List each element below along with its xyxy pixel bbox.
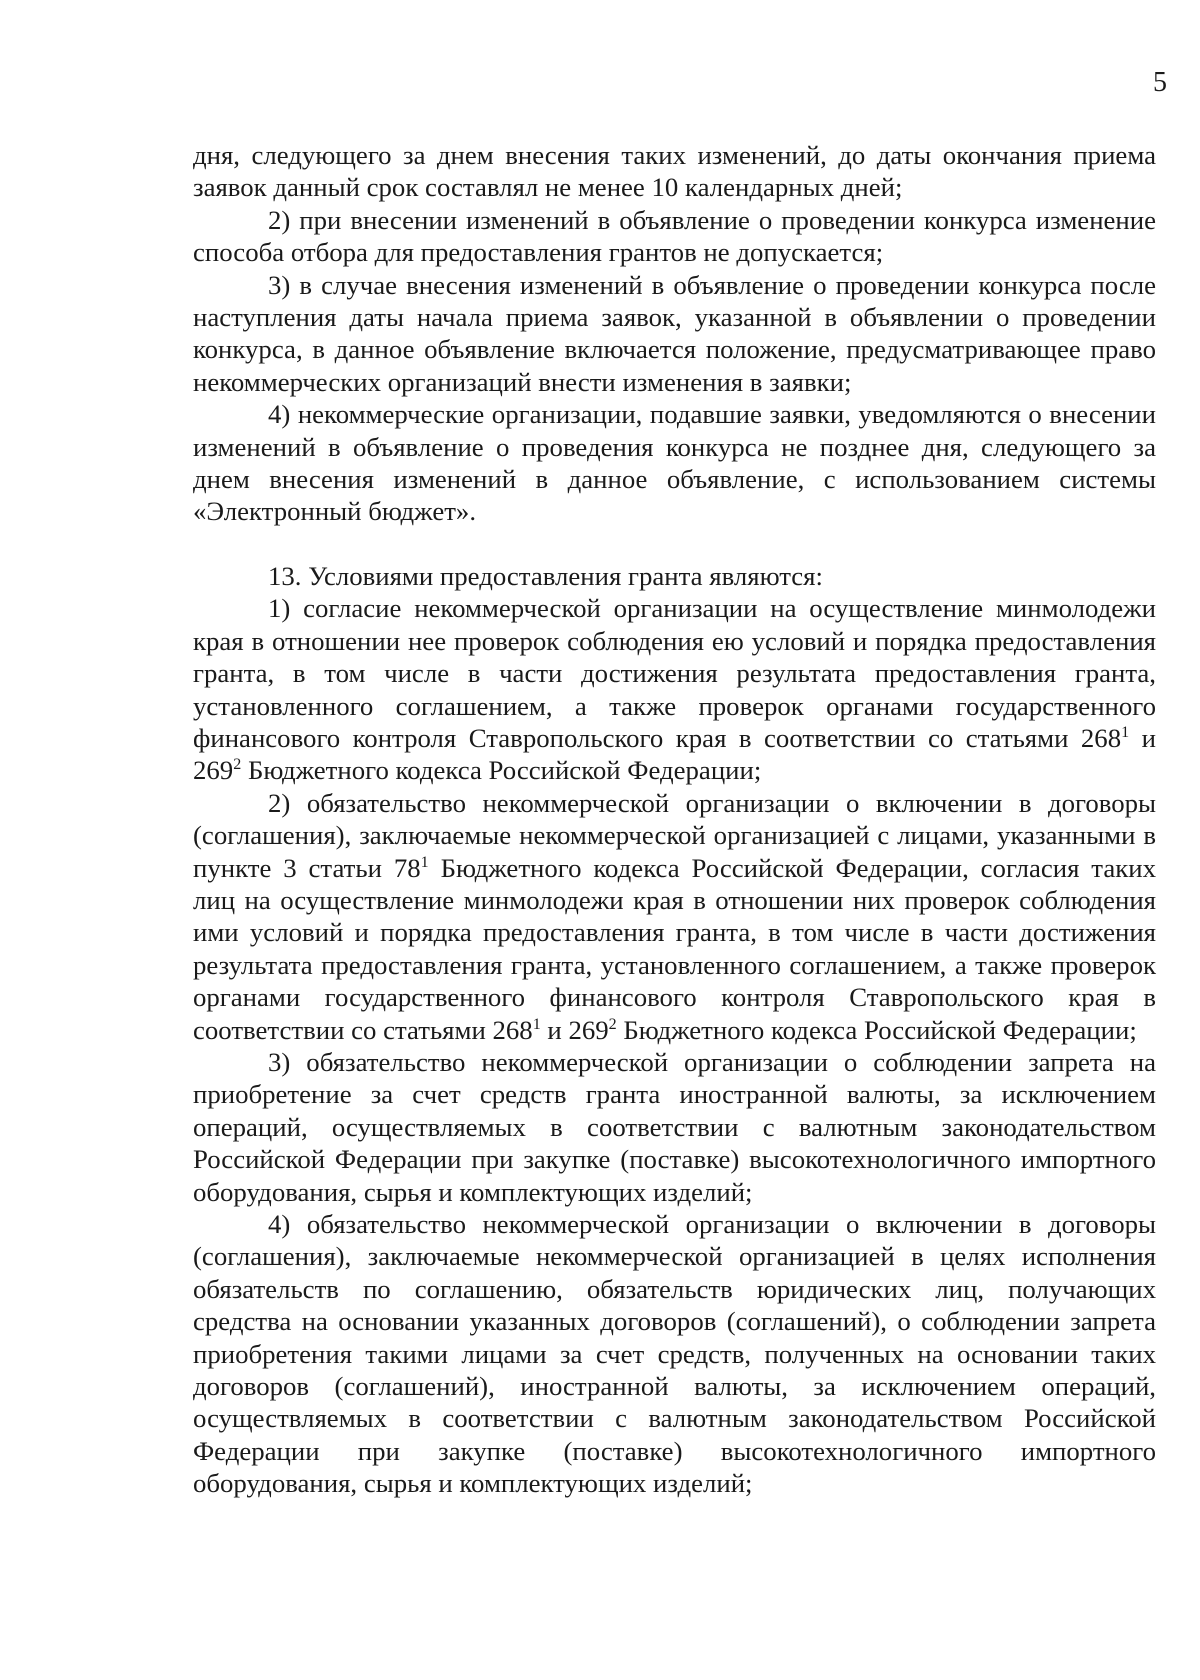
condition-2-text-b: Бюджетного кодекса Российской Федерации, согласия таких лиц на осуществление минмолодежи края в отношении них проверок соблюдения ими условий и порядка предоставления гранта, в том числе в части достижения результата предоставления гранта, установленного соглашением, а также проверок органами государственного финансового контроля Ставропольского края в соответствии со статьями 268 xyxy=(193,852,1156,1045)
document-body xyxy=(193,139,1156,1500)
paragraph-item-2: 2) при внесении изменений в объявление о проведении конкурса изменение способа отбора для предоставления грантов не допускается; xyxy=(193,204,1156,268)
condition-item-4: 4) обязательство некоммерческой организации о включении в договоры (соглашения), заключаемые некоммерческой организацией в целях исполнения обязательств по соглашению, обязательств юридических лиц, получающих средства на основании указанных договоров (соглашений), о соблюдении запрета приобретения такими лицами за счет средств, полученных на основании таких договоров (соглашений), иностранной валюты, за исключением операций, осуществляемых в соответствии с валютным законодательством Российской Федерации при закупке (поставке) высокотехнологичного импортного оборудования, сырья и комплектующих изделий; xyxy=(193,1209,1156,1499)
condition-2-text-d: Бюджетного кодекса Российской Федерации; xyxy=(616,1014,1137,1045)
superscript: 1 xyxy=(532,1015,541,1033)
condition-item-3: 3) обязательство некоммерческой организации о соблюдении запрета на приобретение за счет средств гранта иностранной валюты, за исключением операций, осуществляемых в соответствии с валютным законодательством Российской Федерации при закупке (поставке) высокотехнологичного импортного оборудования, сырья и комплектующих изделий; xyxy=(193,1046,1156,1207)
condition-1-text-c: Бюджетного кодекса Российской Федерации; xyxy=(241,755,762,786)
superscript: 2 xyxy=(608,1015,617,1033)
condition-2-text-c: и 269 xyxy=(540,1014,609,1045)
superscript: 1 xyxy=(1121,723,1130,741)
condition-1-text-a: 1) согласие некоммерческой организации на осуществление минмолодежи края в отношении нее проверок соблюдения ею условий и порядка предоставления гранта, в том числе в части достижения результата предоставления гранта, установленного соглашением, а также проверок органами государственного финансового контроля Ставропольского края в соответствии со статьями 268 xyxy=(193,593,1156,753)
paragraph-item-3: 3) в случае внесения изменений в объявление о проведении конкурса после наступления даты начала приема заявок, указанной в объявлении о проведении конкурса, в данное объявление включается положение, предусматривающее право некоммерческих организаций внести изменения в заявки; xyxy=(193,269,1156,397)
superscript: 1 xyxy=(420,853,429,871)
condition-2-text-a: 2) обязательство некоммерческой организации о включении в договоры (соглашения), заключаемые некоммерческой организацией с лицами, указанными в пункте 3 статьи 78 xyxy=(193,787,1156,883)
condition-item-2 xyxy=(193,787,1156,1046)
paragraph-continuation: дня, следующего за днем внесения таких изменений, до даты окончания приема заявок данный срок составлял не менее 10 календарных дней; xyxy=(193,140,1156,203)
superscript: 2 xyxy=(233,756,242,774)
condition-item-1 xyxy=(193,592,1156,786)
page-number: 5 xyxy=(1153,67,1167,98)
section-13-heading: 13. Условиями предоставления гранта являются: xyxy=(268,560,823,591)
paragraph-item-4: 4) некоммерческие организации, подавшие заявки, уведомляются о внесении изменений в объявление о проведения конкурса не позднее дня, следующего за днем внесения изменений в данное объявление, с использованием системы «Электронный бюджет». xyxy=(193,399,1156,527)
condition-1-text-b: и 269 xyxy=(193,722,1156,786)
